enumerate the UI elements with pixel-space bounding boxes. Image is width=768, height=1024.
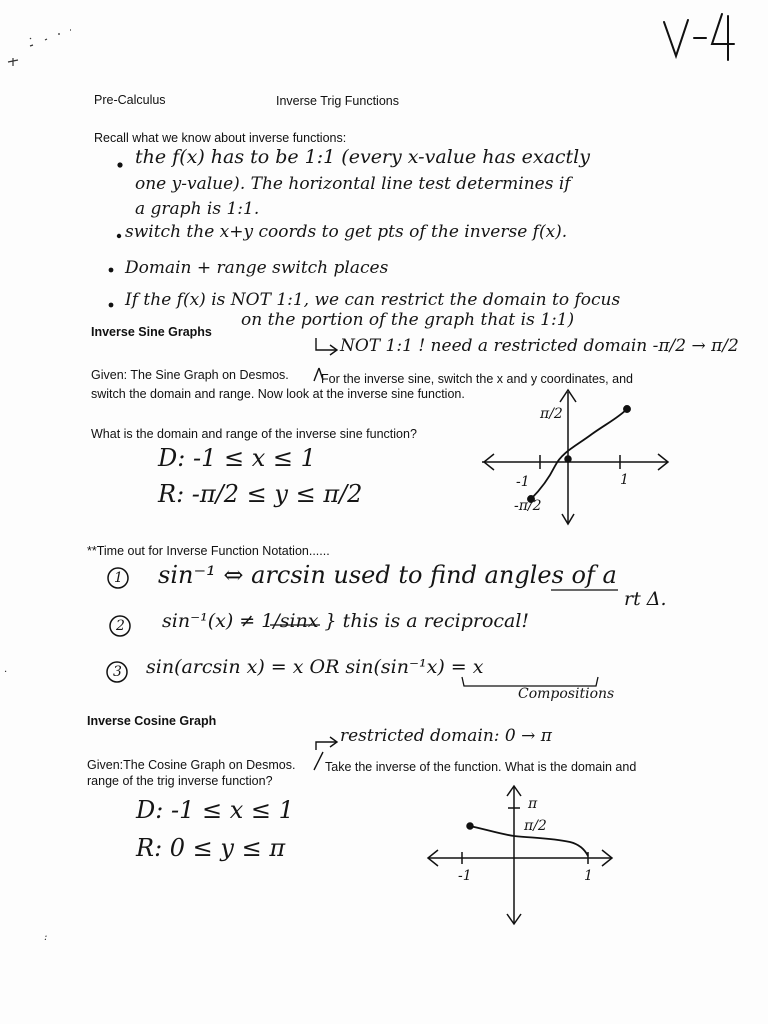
sine-graph-top-label: π/2 (540, 406, 563, 422)
sine-graph-left-label: -1 (516, 474, 530, 490)
inverse-cosine-graph (428, 786, 612, 924)
composition-brace (462, 677, 598, 686)
note-switch-coords: switch the x+y coords to get pts of the inverse f(x). (125, 222, 568, 242)
cosine-domain-answer: D: -1 ≤ x ≤ 1 (136, 796, 294, 824)
course-name: Pre-Calculus (94, 93, 166, 107)
note-restrict-domain-line2: on the portion of the graph that is 1:1) (241, 310, 575, 330)
sine-graph-bottom-label: -π/2 (514, 498, 542, 514)
stray-dot: . (4, 664, 8, 675)
composition-label: Compositions (518, 686, 615, 702)
notation-num-1: 1 (114, 570, 123, 586)
sine-domain-answer: D: -1 ≤ x ≤ 1 (158, 444, 316, 472)
note-one-one-line3: a graph is 1:1. (135, 199, 260, 219)
stray-marks (8, 30, 71, 66)
cosine-graph-left-label: -1 (458, 868, 472, 884)
cosine-given-b: Take the inverse of the function. What is the domain and (325, 760, 637, 774)
sine-heading: Inverse Sine Graphs (91, 325, 212, 339)
worksheet-title: Inverse Trig Functions (276, 94, 399, 108)
notation-num-2: 2 (116, 618, 125, 634)
cosine-graph-mid-label: π/2 (524, 818, 547, 834)
cosine-graph-top-label: π (528, 796, 538, 812)
sine-restricted-note: NOT 1:1 ! need a restricted domain -π/2 → π/2 (340, 336, 739, 356)
sine-range-answer: R: -π/2 ≤ y ≤ π/2 (158, 480, 363, 508)
arcsin-curve (531, 409, 627, 499)
notation-num-3: 3 (113, 664, 122, 680)
cosine-given-a: Given:The Cosine Graph on Desmos. (87, 758, 296, 772)
notation-line-2: sin⁻¹(x) ≠ 1/sinx } this is a reciprocal! (162, 610, 530, 632)
cosine-range-answer: R: 0 ≤ y ≤ π (136, 834, 286, 862)
sine-given-a: Given: The Sine Graph on Desmos. (91, 368, 289, 382)
notation-line-1: sin⁻¹ ⇔ arcsin used to find angles of a (158, 561, 617, 589)
note-domain-range: Domain + range switch places (125, 258, 389, 278)
notation-line-1-tail: rt Δ. (624, 588, 667, 610)
note-one-one-line1: the f(x) has to be 1:1 (every x-value has exactly (135, 146, 590, 168)
sine-given-c: switch the domain and range. Now look at the inverse sine function. (91, 387, 465, 401)
note-restrict-domain-line1: If the f(x) is NOT 1:1, we can restrict the domain to focus (125, 290, 621, 310)
cosine-heading: Inverse Cosine Graph (87, 714, 217, 728)
sine-graph-right-label: 1 (620, 472, 629, 488)
cosine-graph-right-label: 1 (584, 868, 593, 884)
note-one-one-line2: one y-value). The horizontal line test determines if (135, 174, 571, 194)
stray-dot: : (44, 932, 48, 943)
inverse-sine-graph (482, 390, 668, 524)
notation-heading: **Time out for Inverse Function Notation...... (87, 544, 330, 558)
page-mark-v4 (664, 14, 734, 60)
bullet-dots (109, 162, 123, 307)
notation-line-3: sin(arcsin x) = x OR sin(sin⁻¹x) = x (146, 656, 484, 678)
sine-given-b: For the inverse sine, switch the x and y coordinates, and (321, 372, 633, 386)
sine-question: What is the domain and range of the inverse sine function? (91, 427, 417, 441)
cosine-given-c: range of the trig inverse function? (87, 774, 273, 788)
recall-prompt: Recall what we know about inverse functions: (94, 131, 347, 145)
cosine-restricted-note: restricted domain: 0 → π (340, 726, 552, 746)
